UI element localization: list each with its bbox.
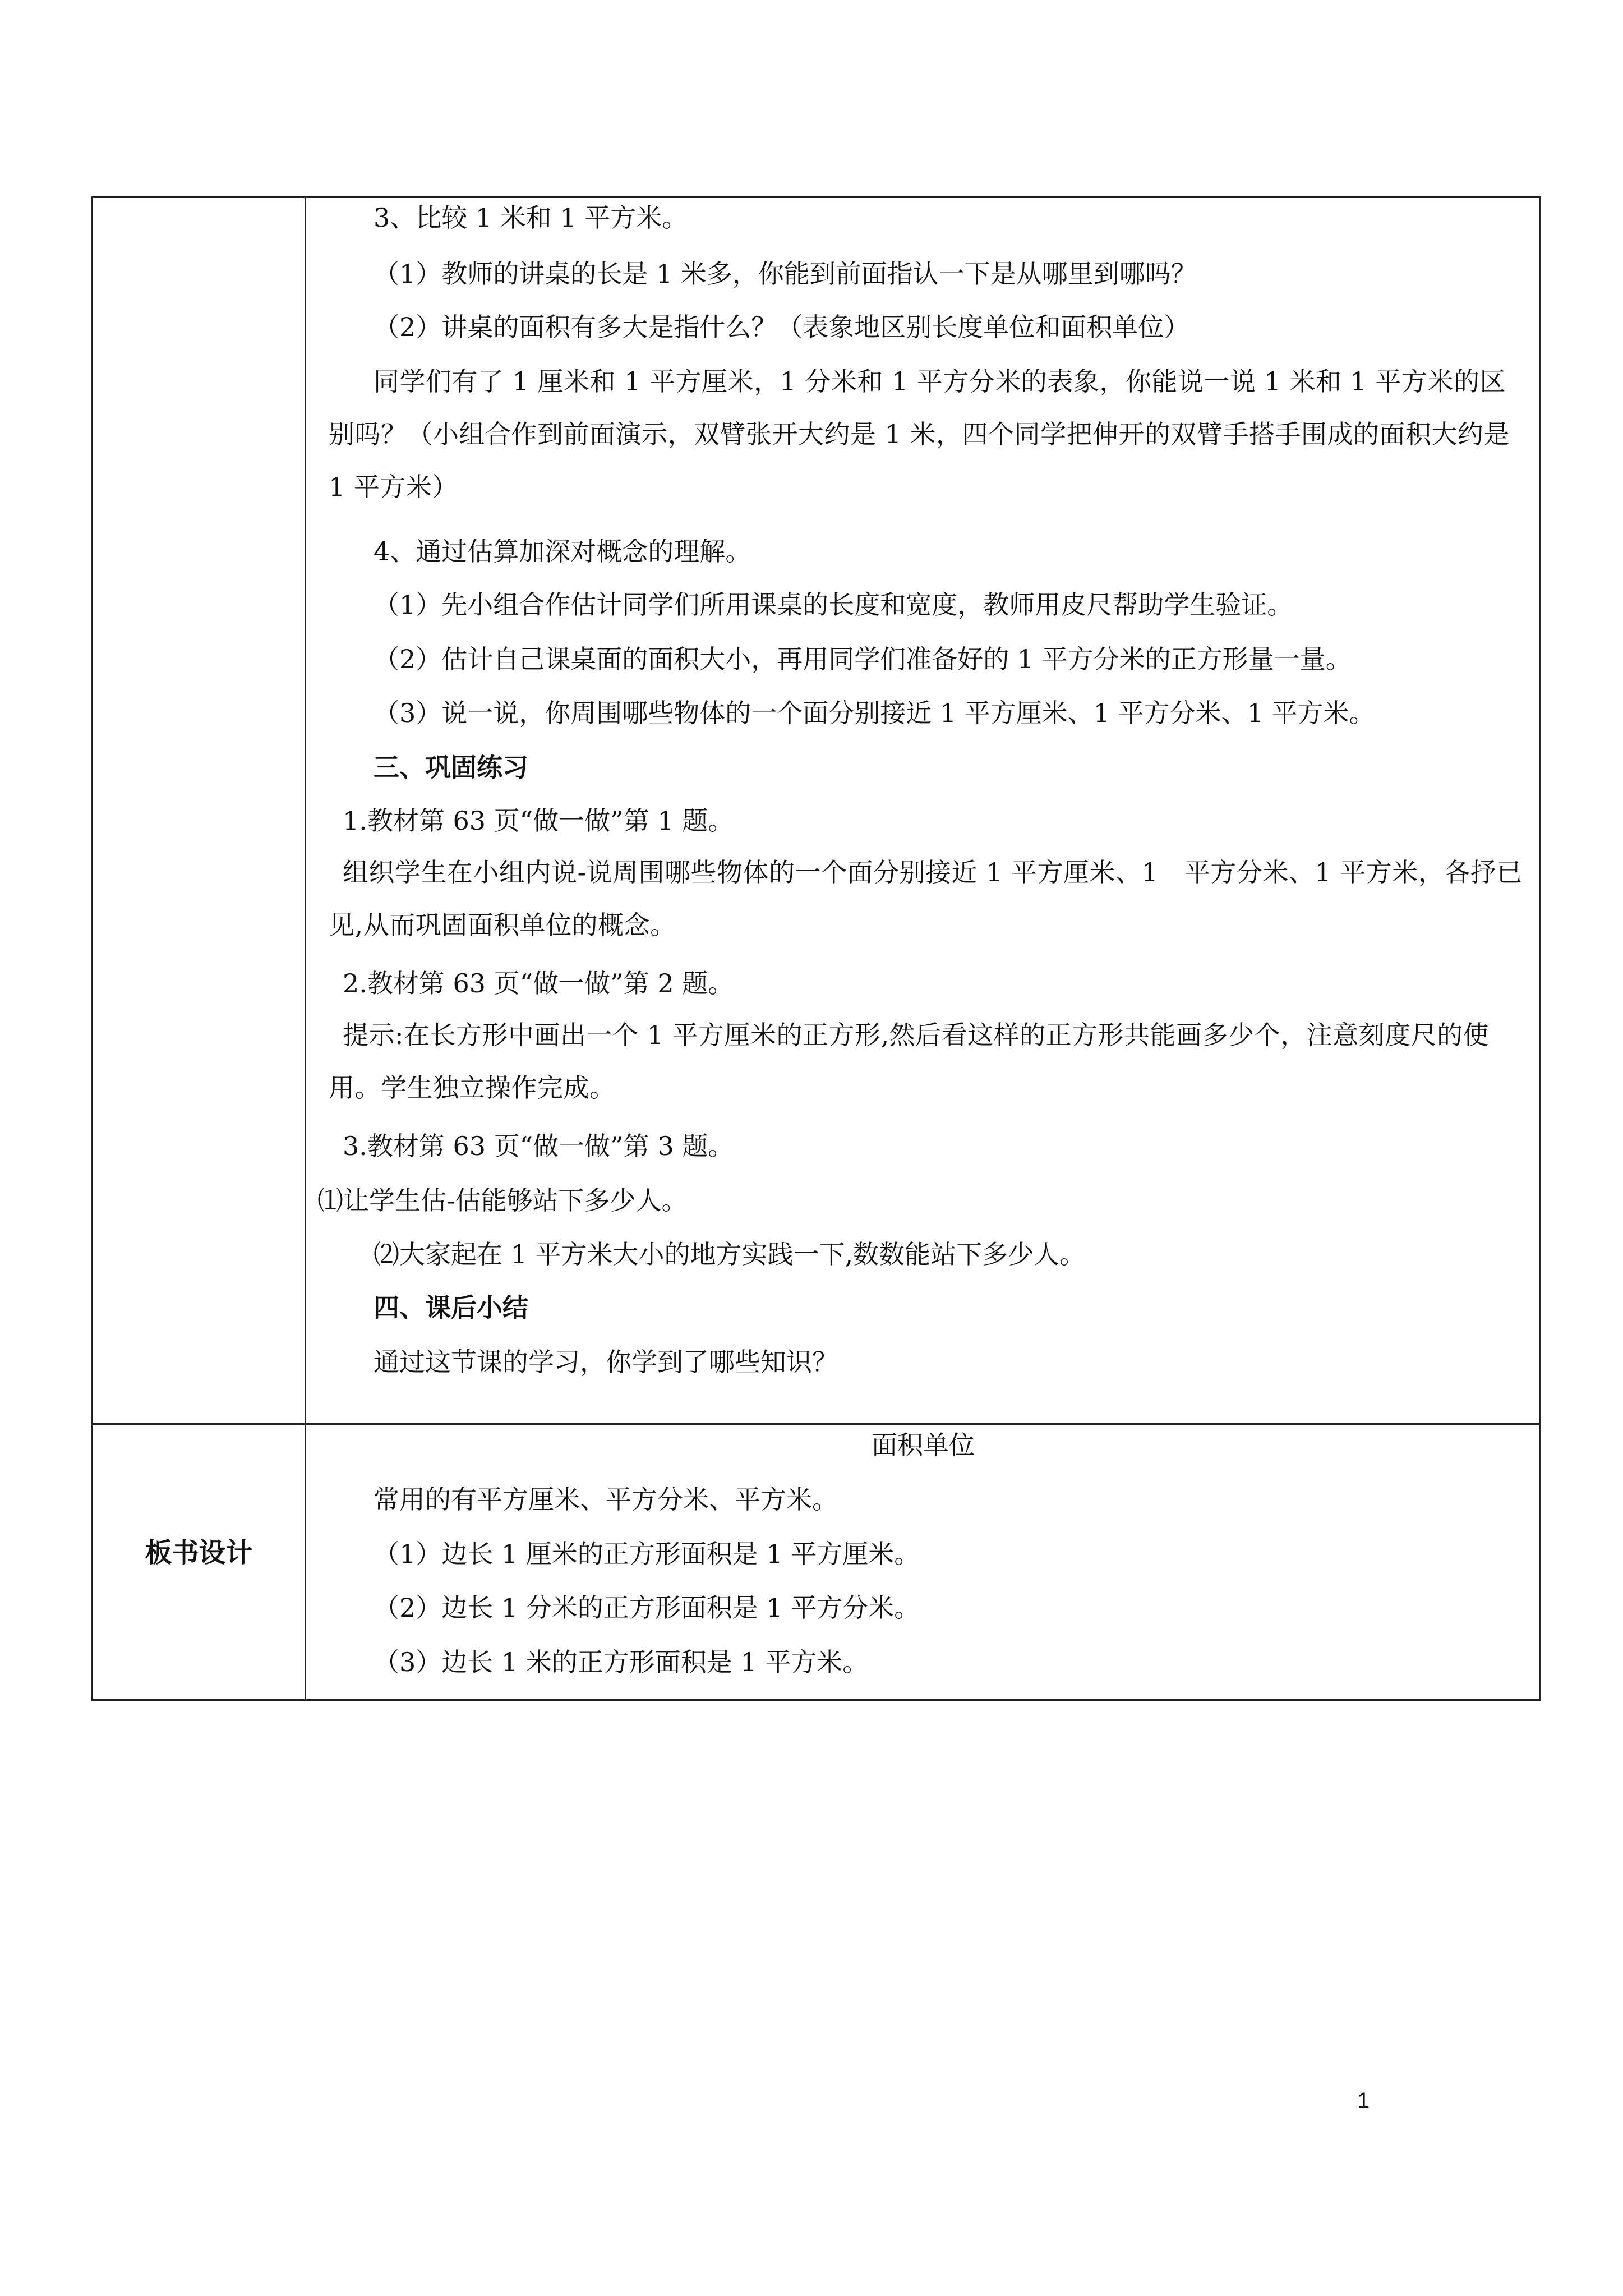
section-4-title: 四、课后小结 [374,1292,528,1323]
page-number: 1 [1357,2088,1370,2113]
exercise-3-item-2: ⑵大家起在 1 平方米大小的地方实践一下,数数能站下多少人。 [374,1239,1086,1269]
board-design-label: 板书设计 [145,1537,253,1568]
step3-item-2: （2）讲桌的面积有多大是指什么？（表象地区别长度单位和面积单位） [374,312,1190,342]
step3-heading: 3、比较 1 米和 1 平方米。 [374,203,688,233]
exercise-1-body: 组织学生在小组内说-说周围哪些物体的一个面分别接近 1 平方厘米、1 平方分米、1 平方米，各抒已见,从而巩固面积单位的概念。 [329,857,1523,940]
step4-heading: 4、通过估算加深对概念的理解。 [374,536,751,567]
step4-item-2: （2）估计自己课桌面的面积大小，再用同学们准备好的 1 平方分米的正方形量一量。 [374,644,1352,674]
step3-item-1: （1）教师的讲桌的长是 1 米多，你能到前面指认一下是从哪里到哪吗？ [374,259,1197,289]
step4-item-3: （3）说一说，你周围哪些物体的一个面分别接近 1 平方厘米、1 平方分米、1 平方米。 [374,698,1375,728]
board-item-2: （2）边长 1 分米的正方形面积是 1 平方分米。 [374,1593,920,1623]
exercise-3-item-1: ⑴让学生估-估能够站下多少人。 [317,1185,688,1216]
board-title: 面积单位 [872,1430,975,1460]
exercise-1-title: 1.教材第 63 页“做一做”第 1 题。 [343,806,734,836]
summary-question: 通过这节课的学习，你学到了哪些知识？ [374,1347,838,1377]
column-divider [305,198,306,1699]
lesson-table [91,196,1541,1701]
exercise-2-title: 2.教材第 63 页“做一做”第 2 题。 [343,968,734,999]
board-item-3: （3）边长 1 米的正方形面积是 1 平方米。 [374,1647,869,1677]
row-divider [93,1423,1539,1425]
section-3-title: 三、巩固练习 [374,752,528,783]
comparison-paragraph: 同学们有了 1 厘米和 1 平方厘米，1 分米和 1 平方分米的表象，你能说一说 1 米和 1 平方米的区别吗？（小组合作到前面演示，双臂张开大约是 1 米，四个同学把伸开的双臂手搭手围成的面积大约是 1 平方米） [329,366,1510,502]
board-intro: 常用的有平方厘米、平方分米、平方米。 [374,1484,838,1515]
exercise-2-body: 提示:在长方形中画出一个 1 平方厘米的正方形,然后看这样的正方形共能画多少个，注意刻度尺的使用。学生独立操作完成。 [329,1020,1490,1103]
exercise-3-title: 3.教材第 63 页“做一做”第 3 题。 [343,1131,734,1161]
step4-item-1: （1）先小组合作估计同学们所用课桌的长度和宽度，教师用皮尺帮助学生验证。 [374,590,1293,620]
board-item-1: （1）边长 1 厘米的正方形面积是 1 平方厘米。 [374,1539,920,1569]
